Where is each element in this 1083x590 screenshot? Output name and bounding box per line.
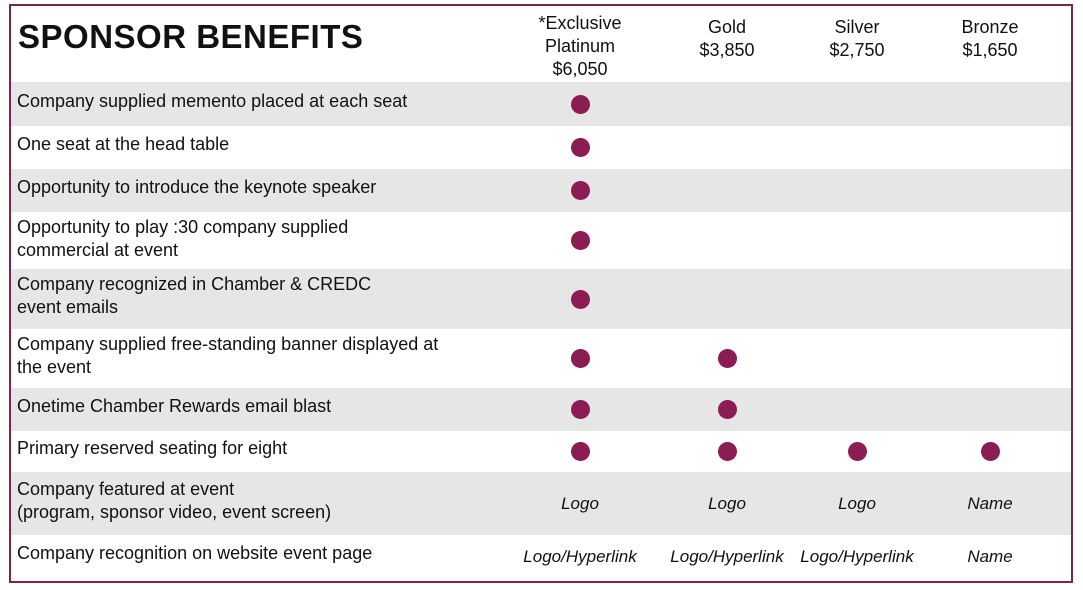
benefit-cell xyxy=(515,82,645,126)
benefit-label xyxy=(17,133,229,156)
tier-header-line: $3,850 xyxy=(699,40,755,60)
benefit-value: Logo/Hyperlink xyxy=(670,546,784,566)
benefit-value: Name xyxy=(967,546,1013,566)
benefit-value: Logo/Hyperlink xyxy=(800,546,914,566)
benefit-row xyxy=(11,329,1071,388)
benefit-cell xyxy=(515,472,645,535)
tier-header xyxy=(662,16,792,62)
included-dot xyxy=(571,349,590,368)
benefit-row xyxy=(11,388,1071,431)
benefit-label xyxy=(17,90,407,113)
benefit-row xyxy=(11,431,1071,472)
tier-header-line: Gold xyxy=(707,17,747,37)
benefit-label-line: commercial at event xyxy=(17,240,179,260)
benefit-label-line: Company supplied free-standing banner displayed at xyxy=(17,334,439,354)
benefit-cell xyxy=(662,535,792,578)
included-dot xyxy=(718,349,737,368)
benefit-value: Logo xyxy=(838,493,876,513)
benefit-label xyxy=(17,478,331,524)
tier-header-line: $2,750 xyxy=(829,40,885,60)
tier-header xyxy=(515,12,645,81)
benefit-row xyxy=(11,212,1071,269)
included-dot xyxy=(571,95,590,114)
benefit-label-line: Company featured at event xyxy=(17,479,235,499)
benefit-value: Logo xyxy=(708,493,746,513)
benefit-cell xyxy=(662,329,792,388)
included-dot xyxy=(718,442,737,461)
benefit-row xyxy=(11,169,1071,212)
benefit-label-line: Opportunity to introduce the keynote speaker xyxy=(17,177,377,197)
benefit-row xyxy=(11,535,1071,578)
tier-header-line: Bronze xyxy=(961,17,1019,37)
benefit-cell xyxy=(515,388,645,431)
benefit-cell xyxy=(662,431,792,472)
tier-header-line: Silver xyxy=(834,17,880,37)
benefit-label-line: Company recognition on website event page xyxy=(17,543,373,563)
benefit-value: Name xyxy=(967,493,1013,513)
benefit-row xyxy=(11,472,1071,535)
benefit-label xyxy=(17,437,287,460)
benefit-cell xyxy=(662,472,792,535)
benefit-label xyxy=(17,176,376,199)
benefit-cell xyxy=(515,329,645,388)
benefit-cell xyxy=(515,269,645,329)
benefit-cell xyxy=(792,472,922,535)
benefit-cell xyxy=(515,126,645,169)
included-dot xyxy=(981,442,1000,461)
benefit-row xyxy=(11,126,1071,169)
benefit-label-line: One seat at the head table xyxy=(17,134,230,154)
benefit-label-line: Onetime Chamber Rewards email blast xyxy=(17,396,332,416)
benefit-label-line: event emails xyxy=(17,297,119,317)
benefit-cell xyxy=(515,431,645,472)
benefit-cell xyxy=(925,535,1055,578)
benefit-cell xyxy=(515,212,645,269)
included-dot xyxy=(718,400,737,419)
benefit-cell xyxy=(925,472,1055,535)
benefit-label xyxy=(17,273,371,319)
benefit-cell xyxy=(662,388,792,431)
tier-header xyxy=(925,16,1055,62)
benefit-cell xyxy=(515,169,645,212)
table-title: SPONSOR BENEFITS xyxy=(18,18,364,55)
included-dot xyxy=(571,290,590,309)
benefit-label xyxy=(17,542,372,565)
benefit-value: Logo/Hyperlink xyxy=(523,546,637,566)
benefit-label-line: Opportunity to play :30 company supplied xyxy=(17,217,349,237)
tier-header-line: $1,650 xyxy=(962,40,1018,60)
benefit-value: Logo xyxy=(561,493,599,513)
benefit-label xyxy=(17,333,438,379)
included-dot xyxy=(571,138,590,157)
included-dot xyxy=(571,231,590,250)
benefit-label-line: Company recognized in Chamber & CREDC xyxy=(17,274,372,294)
benefit-label-line: Company supplied memento placed at each seat xyxy=(17,91,408,111)
included-dot xyxy=(571,181,590,200)
tier-header xyxy=(792,16,922,62)
benefit-row xyxy=(11,269,1071,329)
benefit-cell xyxy=(792,431,922,472)
benefit-label xyxy=(17,395,331,418)
included-dot xyxy=(571,442,590,461)
benefit-cell xyxy=(925,431,1055,472)
tier-header-line: *Exclusive xyxy=(538,13,622,33)
benefit-cell xyxy=(792,535,922,578)
benefit-cell xyxy=(515,535,645,578)
included-dot xyxy=(571,400,590,419)
benefit-label-line: Primary reserved seating for eight xyxy=(17,438,288,458)
tier-header-line: $6,050 xyxy=(552,59,608,79)
tier-header-line: Platinum xyxy=(544,36,616,56)
benefit-label xyxy=(17,216,348,262)
benefit-label-line: (program, sponsor video, event screen) xyxy=(17,502,332,522)
benefit-label-line: the event xyxy=(17,357,92,377)
benefit-row xyxy=(11,82,1071,126)
included-dot xyxy=(848,442,867,461)
